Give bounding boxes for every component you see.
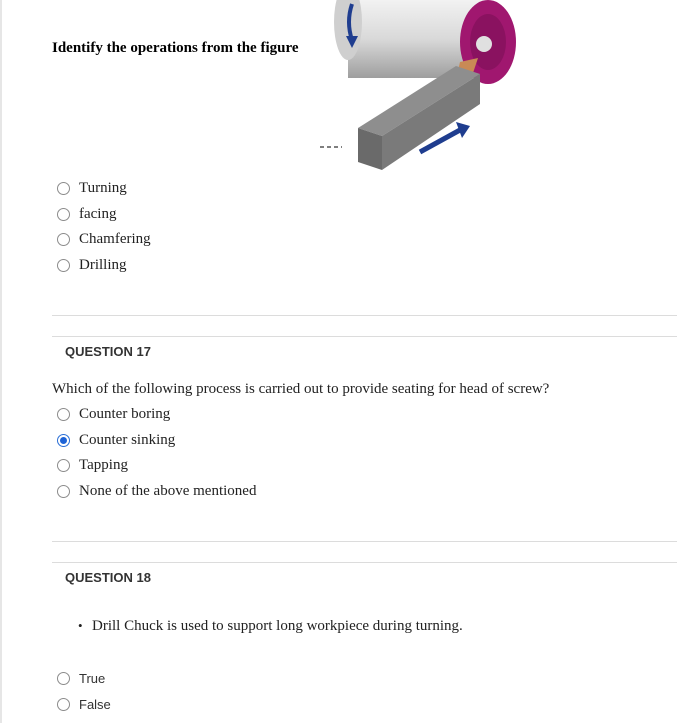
question-18-heading: QUESTION 18: [65, 570, 151, 585]
divider: [52, 315, 677, 316]
divider: [52, 541, 677, 542]
radio-button-icon[interactable]: [57, 459, 70, 472]
divider: [52, 562, 677, 563]
radio-button-icon[interactable]: [57, 408, 70, 421]
q16-option-turning[interactable]: [57, 177, 127, 199]
q16-option-chamfering[interactable]: [57, 228, 151, 250]
radio-button-icon[interactable]: [57, 672, 70, 685]
radio-button-icon[interactable]: [57, 485, 70, 498]
divider: [52, 336, 677, 337]
option-label: Drilling: [79, 256, 127, 273]
question-16-prompt: Identify the operations from the figure: [52, 40, 299, 56]
q18-option-true[interactable]: [57, 667, 105, 689]
question-18-statement: [78, 618, 463, 635]
q18-option-false[interactable]: [57, 693, 111, 715]
option-label: False: [79, 696, 111, 712]
option-label: True: [79, 670, 106, 686]
page-left-border: [0, 0, 2, 723]
radio-button-icon[interactable]: [57, 698, 70, 711]
q17-option-counter-boring[interactable]: [57, 403, 170, 425]
option-label: Chamfering: [79, 230, 151, 247]
radio-button-icon[interactable]: [57, 259, 70, 272]
option-label: Turning: [79, 179, 127, 196]
option-label: Tapping: [79, 456, 128, 473]
radio-button-selected-icon[interactable]: [57, 434, 70, 447]
q17-option-counter-sinking[interactable]: [57, 429, 175, 451]
option-label: facing: [79, 205, 117, 222]
question-17-prompt: Which of the following process is carried out to provide seating for head of screw?: [52, 381, 550, 397]
roller-cutter-figure-icon: [320, 0, 528, 172]
option-label: None of the above mentioned: [79, 482, 257, 499]
q17-option-tapping[interactable]: [57, 454, 128, 476]
option-label: Counter boring: [79, 405, 171, 422]
q16-option-facing[interactable]: [57, 203, 116, 225]
radio-button-icon[interactable]: [57, 208, 70, 221]
q17-option-none[interactable]: [57, 480, 256, 502]
question-17-heading: QUESTION 17: [65, 344, 151, 359]
statement-text: Drill Chuck is used to support long workpiece during turning.: [92, 618, 463, 634]
q16-option-drilling[interactable]: [57, 254, 127, 276]
radio-button-icon[interactable]: [57, 182, 70, 195]
option-label: Counter sinking: [79, 431, 176, 448]
bullet-icon: •: [78, 618, 83, 633]
radio-button-icon[interactable]: [57, 233, 70, 246]
